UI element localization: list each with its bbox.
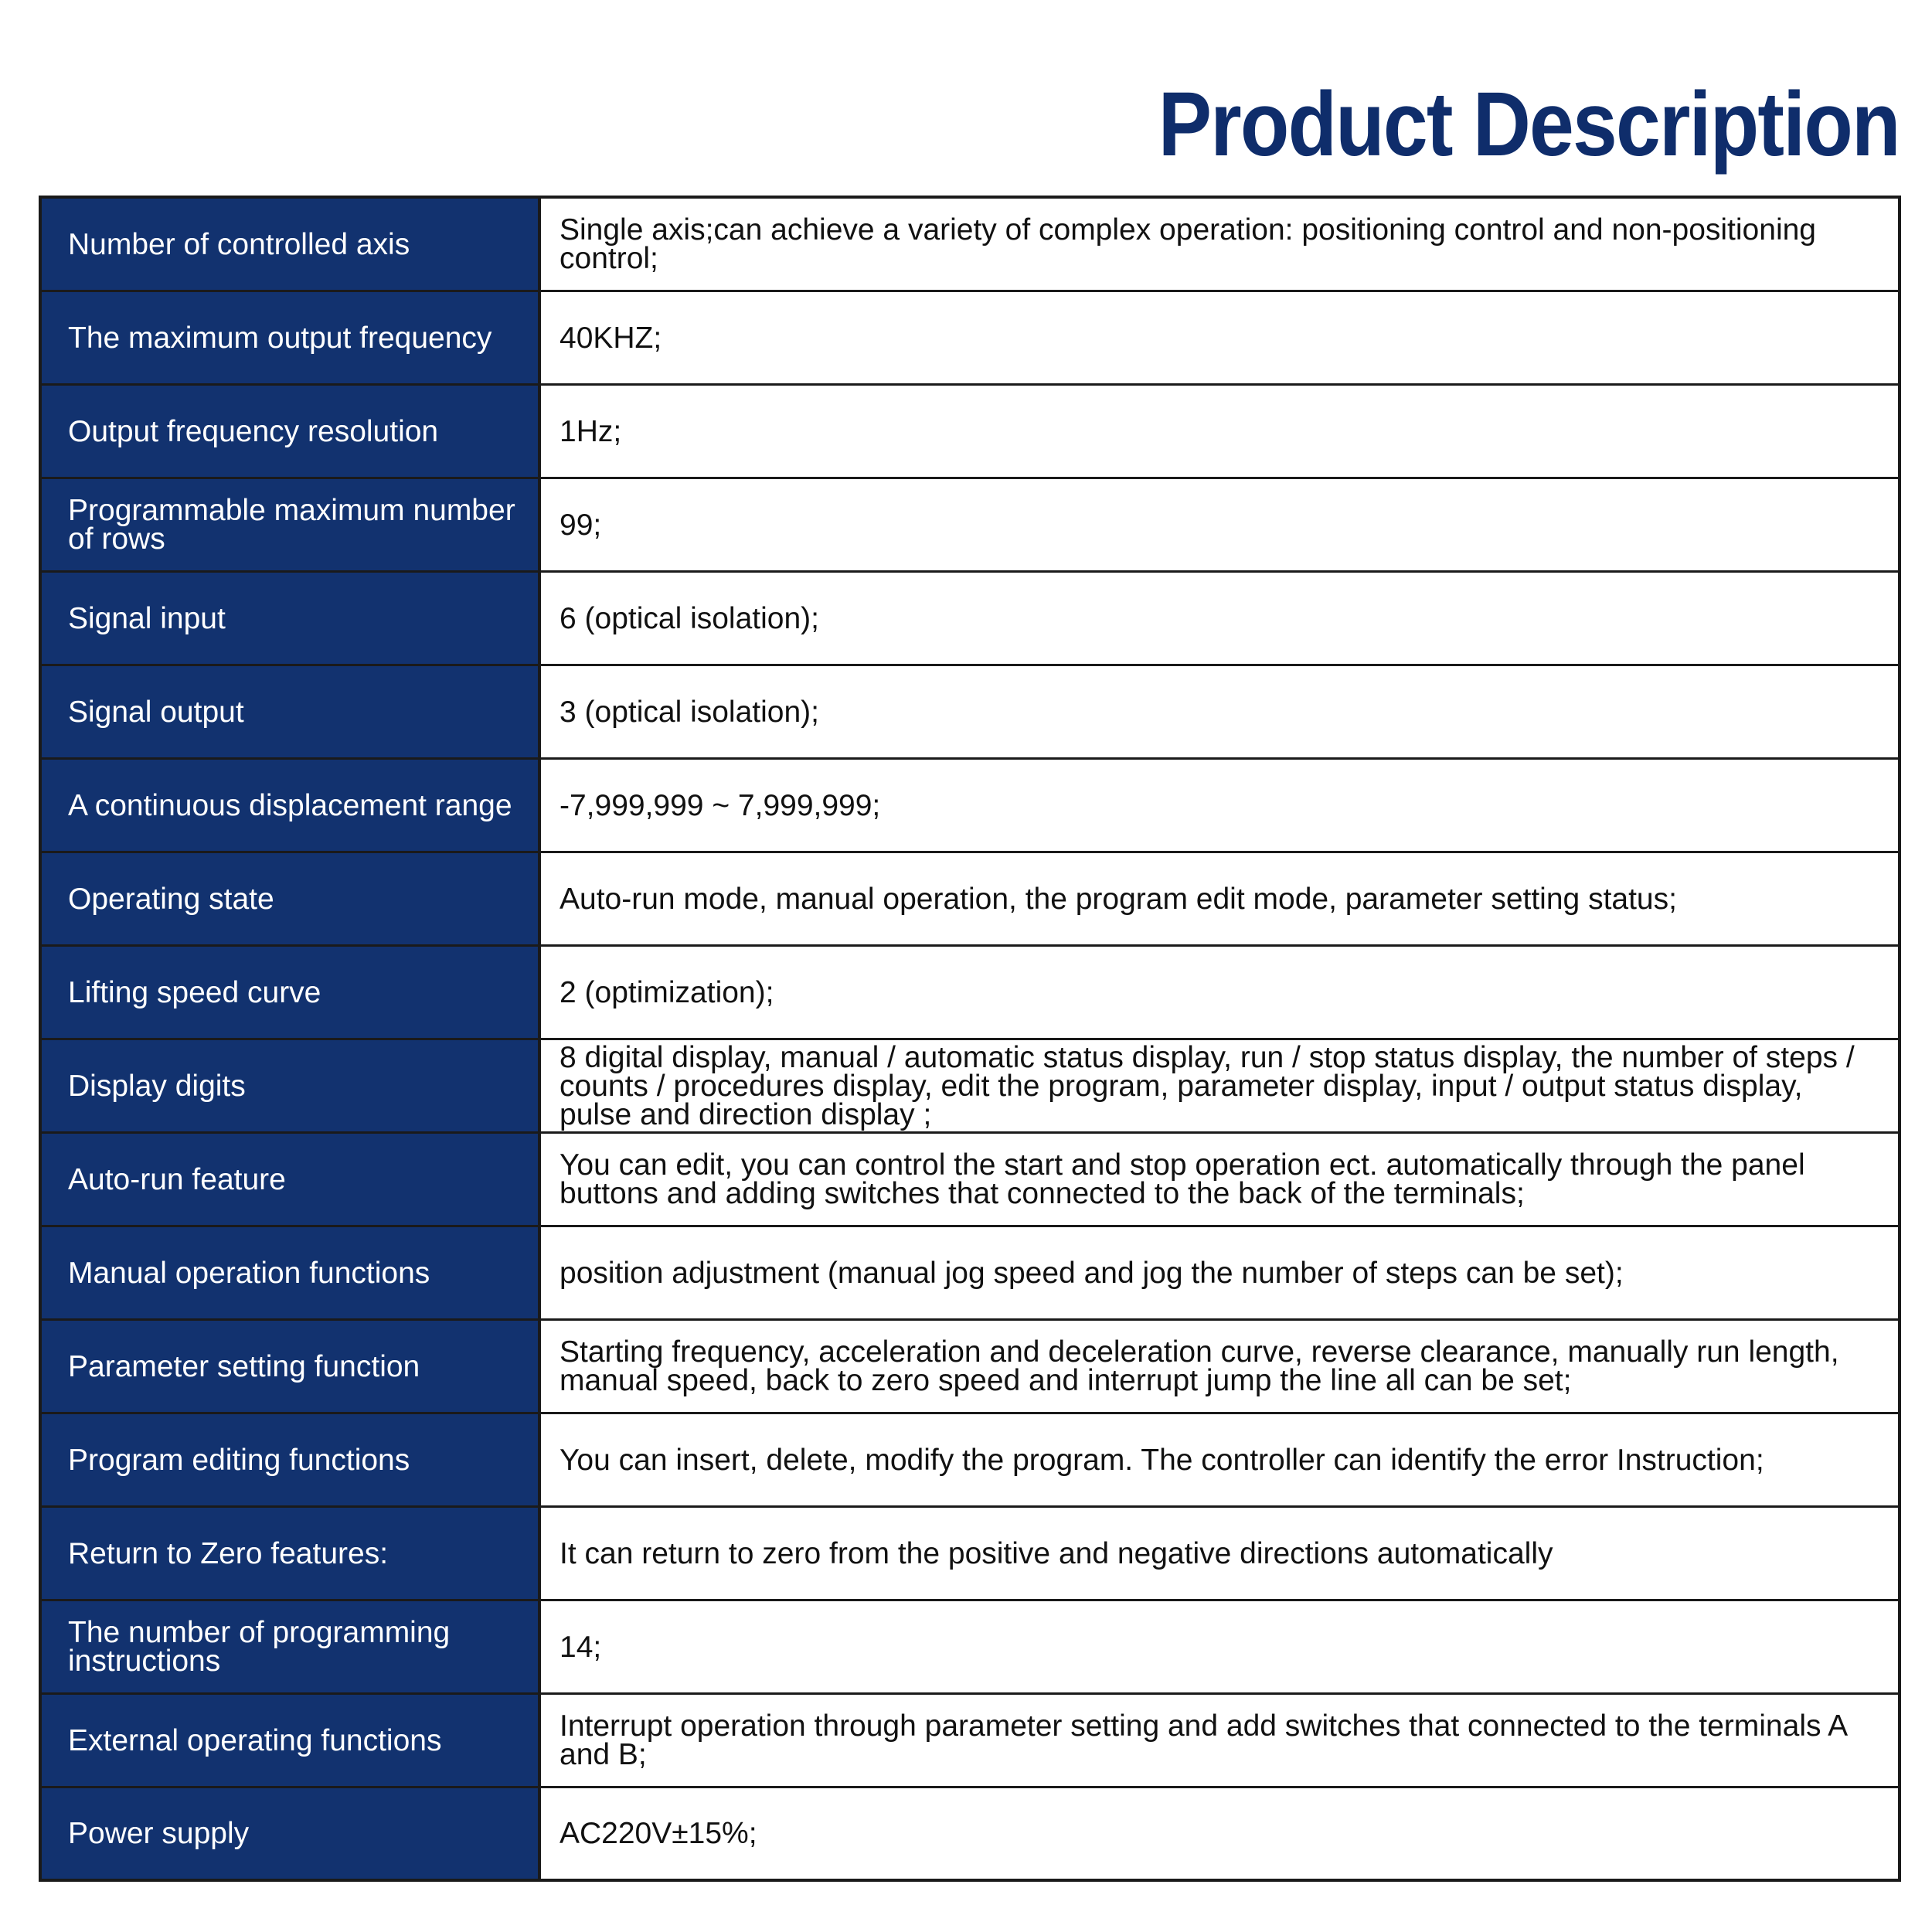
spec-value: You can insert, delete, modify the program. The controller can identify the error Instruction;: [560, 1443, 1764, 1477]
spec-value: 1Hz;: [560, 414, 622, 448]
spec-label: Signal output: [42, 666, 541, 757]
spec-label: Power supply: [42, 1788, 541, 1879]
spec-row: [42, 573, 1898, 666]
spec-row: [42, 1788, 1898, 1879]
page-title: Product Description: [1158, 73, 1900, 175]
spec-label: Operating state: [42, 853, 541, 944]
spec-row: [42, 1508, 1898, 1601]
spec-row: [42, 199, 1898, 292]
spec-row: [42, 853, 1898, 947]
spec-value: 3 (optical isolation);: [560, 695, 819, 729]
spec-label: A continuous displacement range: [42, 760, 541, 851]
spec-row: [42, 1414, 1898, 1508]
spec-label: Auto-run feature: [42, 1134, 541, 1225]
spec-label: Manual operation functions: [42, 1227, 541, 1318]
spec-row: [42, 1040, 1898, 1134]
spec-value: It can return to zero from the positive and negative directions automatically: [560, 1536, 1553, 1570]
spec-label: Display digits: [42, 1040, 541, 1131]
spec-label: Parameter setting function: [42, 1321, 541, 1412]
spec-table: [39, 196, 1901, 1882]
spec-row: [42, 292, 1898, 386]
spec-value: Interrupt operation through parameter setting and add switches that connected to the terminals A and B;: [560, 1709, 1847, 1771]
spec-value: 40KHZ;: [560, 321, 662, 355]
spec-value: 2 (optimization);: [560, 975, 774, 1009]
spec-value: 14;: [560, 1630, 602, 1664]
spec-row: [42, 947, 1898, 1040]
spec-label: Number of controlled axis: [42, 199, 541, 290]
spec-value: 8 digital display, manual / automatic status display, run / stop status display, the number of steps / counts / procedures display, edit the program, parameter display, input / output status display, pulse and direction display ;: [560, 1040, 1855, 1131]
spec-value: Auto-run mode, manual operation, the program edit mode, parameter setting status;: [560, 882, 1677, 916]
spec-row: [42, 666, 1898, 760]
spec-value: AC220V±15%;: [560, 1817, 757, 1850]
spec-label: Lifting speed curve: [42, 947, 541, 1038]
spec-value: -7,999,999 ~ 7,999,999;: [560, 788, 881, 822]
spec-label: The maximum output frequency: [42, 292, 541, 383]
spec-value: 99;: [560, 508, 602, 542]
spec-label: Output frequency resolution: [42, 386, 541, 477]
spec-value: position adjustment (manual jog speed and jog the number of steps can be set);: [560, 1256, 1624, 1290]
spec-row: [42, 1695, 1898, 1788]
spec-value: Single axis;can achieve a variety of complex operation: positioning control and non-positioning control;: [560, 213, 1816, 275]
spec-row: [42, 1227, 1898, 1321]
spec-label: Signal input: [42, 573, 541, 664]
spec-row: [42, 1134, 1898, 1227]
spec-label: Programmable maximum number of rows: [42, 479, 541, 570]
spec-label: Return to Zero features:: [42, 1508, 541, 1599]
spec-value: You can edit, you can control the start and stop operation ect. automatically through the panel buttons and adding switches that connected to the back of the terminals;: [560, 1148, 1805, 1210]
spec-label: The number of programming instructions: [42, 1601, 541, 1692]
spec-row: [42, 479, 1898, 573]
spec-row: [42, 386, 1898, 479]
spec-label: External operating functions: [42, 1695, 541, 1786]
spec-label: Program editing functions: [42, 1414, 541, 1505]
spec-value: 6 (optical isolation);: [560, 601, 819, 635]
spec-value: Starting frequency, acceleration and deceleration curve, reverse clearance, manually run length, manual speed, back to zero speed and interrupt jump the line all can be set;: [560, 1335, 1839, 1397]
spec-row: [42, 1601, 1898, 1695]
spec-row: [42, 1321, 1898, 1414]
spec-row: [42, 760, 1898, 853]
